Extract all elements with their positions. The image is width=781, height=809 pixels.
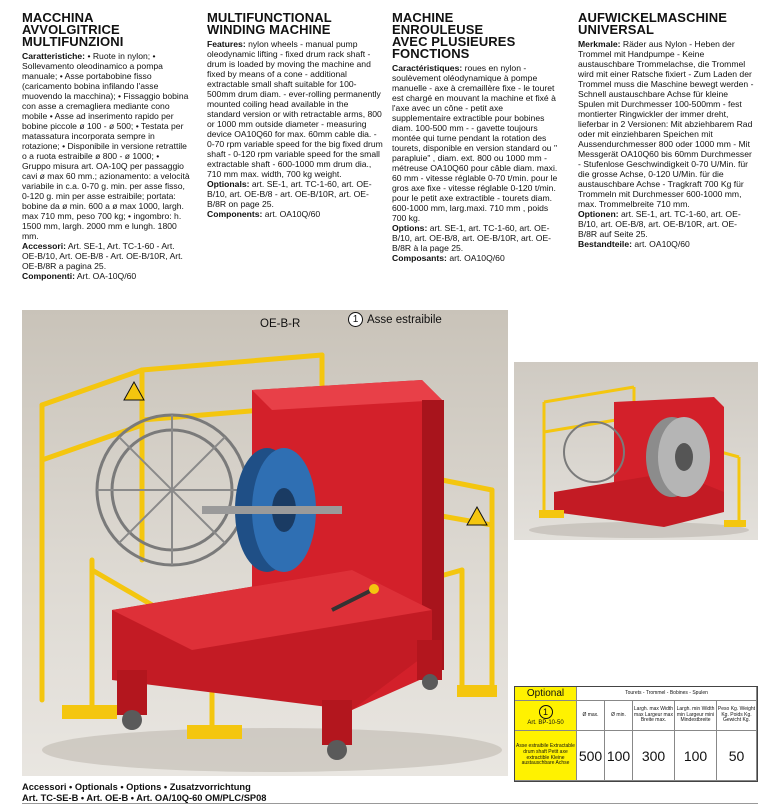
callout-number: 1 (348, 312, 363, 327)
value-weight: 50 (717, 731, 757, 781)
column-title (207, 12, 383, 36)
footer-divider (22, 803, 758, 804)
header-width-min: Largh. min Width min Largeur mini Mindestbreite (675, 701, 717, 731)
title-line: WINDING MACHINE (207, 22, 331, 37)
title-line: AVVOLGITRICE (22, 22, 120, 37)
title-line: AUFWICKELMASCHINE (578, 10, 728, 25)
options-label: Accessori: (22, 241, 66, 251)
features-label: Caratteristiche: (22, 51, 86, 61)
features-text: roues en nylon - soulèvement oléodynamique à pompe manuelle - axe à cremaillère fixe - le touret est chargé en mouvant la machine et fixé à l'axe avec un cône - petit axe supplementaire extractible pour bobines diam. 100-500 mm - - gavette toujours montée qui turne pendant la rotation des tourets, disponible en version standard ou " parapluie" , diam. ext. 800 ou 1000 mm - métreuse OA10Q60 pour câble diam. maxi. 60 mm - vitesse réglable 0-70 t/min. pour le gros axe fixe - vitesse réglable 0-120 t/min. pour le petit axe extractible - tourets diam. 600-1000 mm, larg.maxi. 710 mm , poids 700 kg. (392, 63, 558, 223)
options-paragraph (392, 223, 564, 253)
value-width-min: 100 (675, 731, 717, 781)
header-weight: Peso Kg. Weight Kg. Poids Kg. Gewicht Kg. (717, 701, 757, 731)
options-text: Art. SE-1, Art. TC-1-60 - Art. OE-B/10, Art. OE-B/8 - Art. OE-B/10R, Art. OE-B/8R a pagina 25. (22, 241, 183, 271)
column-german (578, 12, 756, 249)
title-line: MULTIFUNCTIONAL (207, 10, 332, 25)
components-label: Bestandteile: (578, 239, 632, 249)
components-text: art. OA10Q/60 (634, 239, 690, 249)
options-paragraph (578, 209, 756, 239)
features-label: Caractéristiques: (392, 63, 463, 73)
callout-label: Asse estraibile (367, 313, 442, 326)
options-text: art. SE-1, art. TC-1-60, art. OE-B/10, art. OE-B/8 - art. OE-B/10R, art. OE-B/8R on page 25. (207, 179, 372, 209)
group-header-text: Tourets - Trommel - Bobines - Spulen (625, 689, 708, 696)
title-line: FONCTIONS (392, 46, 470, 61)
components-text: Art. OA-10Q/60 (76, 271, 137, 281)
main-machine-photo (22, 310, 508, 776)
title-line: MACCHINA (22, 10, 94, 25)
callout-oe-b-r (260, 318, 300, 330)
title-line: UNIVERSAL (578, 22, 655, 37)
row-label: Asse estraibile Extractable drum shaft Petit axe extractible Kleine austauschbare Achse (515, 731, 577, 781)
title-line: ENROULEUSE (392, 22, 484, 37)
value-diam-min: 100 (605, 731, 633, 781)
winding-machine-alt-illustration (514, 362, 758, 540)
options-paragraph (207, 179, 383, 209)
secondary-machine-photo (514, 362, 758, 540)
header-diam-max: Ø max. (577, 701, 605, 731)
footer-line-1: Accessori • Optionals • Options • Zusatzvorrichtung (22, 782, 251, 792)
header-width-max: Largh. max Width max Largeur max Breite max. (633, 701, 675, 731)
components-paragraph (392, 253, 564, 263)
footer-line-2: Art. TC-SE-B • Art. OE-B • Art. OA/10Q-60 OM/PLC/SP08 (22, 793, 267, 803)
components-label: Components: (207, 209, 263, 219)
options-paragraph (22, 241, 190, 271)
optional-number: 1 (539, 705, 553, 719)
features-paragraph (392, 63, 564, 223)
options-label: Optionen: (578, 209, 619, 219)
optional-art: Art. BP-10-50 (527, 720, 564, 726)
features-text: nylon wheels - manual pump oleodynamic lifting - fixed drum rack shaft - drum is loaded by moving the machine and fixed by means of a cone - additional extractable small shaft suitable for 100-500mm drum diam. - ever-rolling permanently mounted coiling head available in the standard version or with retractable arms, 800 or 1000 mm outside diameter - measuring device OA10Q60 for max. 60mm cable dia. - 0-70 rpm variable speed for the big fixed drum shaft - 0-120 rpm variable speed for the small extractable shaft - 600-1000 mm drum dia., 710 mm max. width, 700 kg weight. (207, 39, 383, 179)
components-paragraph (578, 239, 756, 249)
title-line: MACHINE (392, 10, 454, 25)
features-text: Räder aus Nylon - Heben der Trommel mit Handpumpe - Keine austauschbare Trommelachse, die Trommel wird mit einer Ratsche fixiert - Zum Laden der Trommel muss die Maschine bewegt werden - Schnell austauschbare Achse für kleine Spulen mit Durchmesser 100-500mm - fest montierter Ringwickler der immer dreht, lieferbar in 2 Versionen: Mit abziehbarem Rad oder mit einziehbaren Speichen mit Aussendurchmesser 800 oder 1000 mm - Mit Messgerät OA10Q60 bis 60mm Durchmesser - Stufenlose Geschwindigkeit 0-70 U/Min. für die grosse Achse, 0-120 U/Min. für die austauschbare Achse - Tragkraft 700 Kg für Trommeln mit Durchmesser 600-1000 mm, max. Trommelbreite 710 mm. (578, 39, 754, 209)
components-label: Componenti: (22, 271, 75, 281)
value-width-max: 300 (633, 731, 675, 781)
options-text: art. SE-1, art. TC-1-60, art. OE-B/10, art. OE-B/8, art. OE-B/10R, art. OE-B/8R auf Seite 25. (578, 209, 741, 239)
title-line: AVEC PLUSIEURES (392, 34, 516, 49)
column-title (22, 12, 190, 48)
features-paragraph (22, 51, 190, 241)
options-label: Options: (392, 223, 428, 233)
header-diam-min: Ø min. (605, 701, 633, 731)
group-header (577, 687, 757, 701)
column-french (392, 12, 564, 263)
title-line: MULTIFUNZIONI (22, 34, 124, 49)
components-label: Composants: (392, 253, 447, 263)
options-label: Optionals: (207, 179, 250, 189)
features-paragraph (578, 39, 756, 209)
accessories-footer (22, 782, 266, 804)
features-text: • Ruote in nylon; • Sollevamento oleodinamico a pompa manuale; • Asse portabobine fisso (caricamento bobina infilando l'asse muovendo la macchina); • Fissaggio bobina con asse a cremagliera mediante cono mobile • Asse ad inserimento rapido per bobine piccole ø 100 - ø 500; • Testata per matassatura incorporata sempre in rotazione; • Disponibile in versione retrattile o a ruota estraibile ø 800 - ø 1000; • Gruppo misura art. OA-10Q per passaggio cavi ø max 60 mm.; azionamento: a velocità variabile in c.a. 0-70 g. min. per asse fisso, 0-120 g. min per asse estraibile; portata: bobine da ø min. 600 a ø max 1000, largh. max 710 mm, peso 700 kg; • ingombro: h. 1500 mm, largh. 2000 mm e lungh. 1800 mm. (22, 51, 190, 241)
components-paragraph (207, 209, 383, 219)
winding-machine-illustration (22, 310, 508, 776)
features-paragraph (207, 39, 383, 179)
features-label: Features: (207, 39, 246, 49)
options-text: art. SE-1, art. TC-1-60, art. OE-B/10, art. OE-B/8, art. OE-B/10R, art. OE-B/8R à la page 25. (392, 223, 552, 253)
callout-label: OE-B-R (260, 318, 301, 330)
components-paragraph (22, 271, 190, 281)
optional-table (514, 686, 758, 782)
components-text: art. OA10Q/60 (264, 209, 321, 219)
column-title (392, 12, 564, 60)
features-label: Merkmale: (578, 39, 621, 49)
column-english (207, 12, 383, 219)
column-italian (22, 12, 190, 281)
components-text: art. OA10Q/60 (449, 253, 505, 263)
column-title (578, 12, 756, 36)
value-diam-max: 500 (577, 731, 605, 781)
optional-item-id (515, 701, 577, 731)
optional-title: Optional (515, 687, 577, 701)
callout-asse-estraibile (348, 312, 442, 327)
